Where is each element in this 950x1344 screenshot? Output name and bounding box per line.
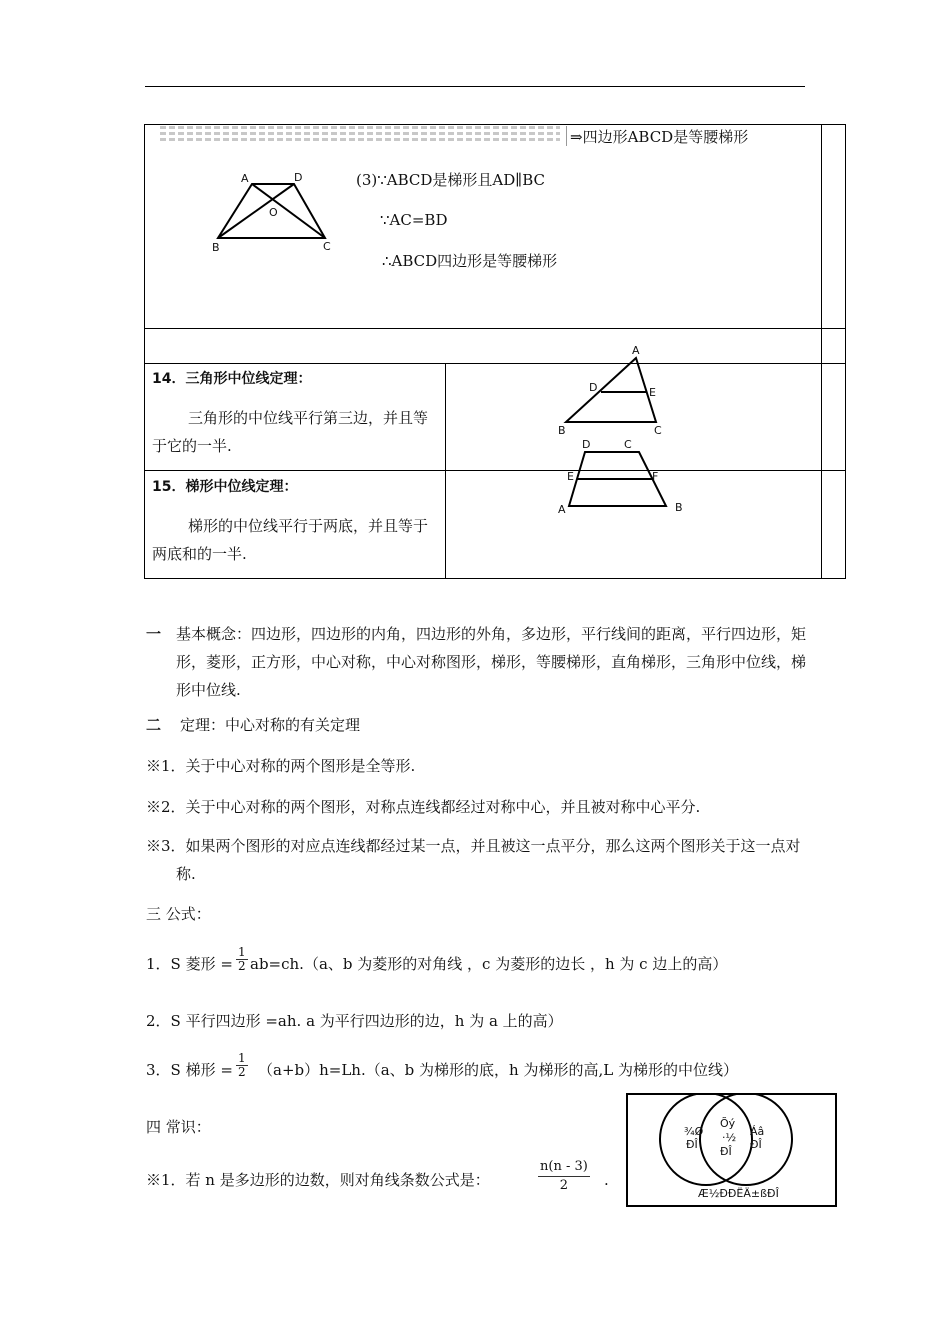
- label-A: A: [558, 503, 566, 516]
- fraction-numerator: 1: [238, 945, 246, 959]
- theorem-15-body: 梯形的中位线平行于两底，并且等于两底和的一半.: [152, 517, 429, 563]
- label-O: O: [269, 206, 278, 219]
- label-A: A: [632, 344, 640, 357]
- section-2-text: ：中心对称的有关定理: [210, 716, 361, 734]
- proof-conclusion: ⇒四边形ABCD是等腰梯形: [570, 128, 749, 146]
- theorem-14-title: 14．三角形中位线定理：: [152, 371, 312, 387]
- proof-step3-line3: ∴ABCD四边形是等腰梯形: [382, 252, 558, 270]
- theorem-15-title: 15．梯形中位线定理：: [152, 479, 298, 495]
- formula-3-prefix: 3．S 梯形 =: [146, 1061, 233, 1079]
- trapezoid-diagonals-figure: [205, 168, 345, 258]
- section-2-marker: 二: [146, 716, 162, 734]
- formula-1-prefix: 1．S 菱形 =: [146, 955, 233, 973]
- label-B: B: [675, 501, 683, 514]
- section-2-label: 定理: [180, 716, 211, 734]
- section-4-title: 四 常识：: [146, 1118, 211, 1136]
- section-1-paragraph: [176, 620, 812, 704]
- label-F: F: [652, 470, 659, 483]
- venn-left-line1: ¾Ø: [684, 1125, 704, 1138]
- label-B: B: [558, 424, 566, 437]
- venn-left-line2: ÐÎ: [686, 1138, 698, 1151]
- venn-mid-line2: ·½: [722, 1131, 737, 1144]
- quadrilateral-venn-diagram: [626, 1093, 838, 1209]
- fraction-denominator: 2: [238, 959, 246, 973]
- formula-3-suffix: （a+b）h=Lh.（a、b 为梯形的底，h 为梯形的高,L 为梯形的中位线）: [258, 1061, 738, 1079]
- fraction-numerator: n(n - 3): [538, 1158, 590, 1177]
- theorem-item-3: ※3．如果两个图形的对应点连线都经过某一点，并且被这一点平分，那么这两个图形关于这一点对称.: [146, 837, 801, 883]
- label-E: E: [567, 470, 574, 483]
- label-D: D: [582, 438, 591, 451]
- label-C: C: [624, 438, 632, 451]
- fraction-denominator: 2: [238, 1065, 246, 1079]
- theorem-14-body: 三角形的中位线平行第三边，并且等于它的一半.: [152, 409, 429, 455]
- venn-mid-line1: Õý: [720, 1117, 736, 1130]
- formula-2: 2．S 平行四边形 =ah. a 为平行四边形的边，h 为 a 上的高）: [146, 1012, 563, 1030]
- label-E: E: [649, 386, 656, 399]
- proof-step3-line2: ∵AC=BD: [380, 211, 448, 229]
- label-C: C: [654, 424, 662, 437]
- section-1-marker: 一: [146, 625, 162, 643]
- formula-1-suffix: ab=ch.（a、b 为菱形的对角线 ，c 为菱形的边长 ，h 为 c 边上的高）: [250, 955, 728, 973]
- theorem-item-1: ※1．关于中心对称的两个图形是全等形.: [146, 757, 416, 775]
- venn-right-line1: Áâ: [750, 1125, 765, 1138]
- fraction-denominator: 2: [559, 1178, 569, 1193]
- theorem-item-2: ※2．关于中心对称的两个图形，对称点连线都经过对称中心，并且被对称中心平分.: [146, 798, 701, 816]
- venn-right-line2: ÐÎ: [750, 1138, 762, 1151]
- fraction-numerator: 1: [238, 1051, 246, 1065]
- section-1-text: ：四边形，四边形的内角，四边形的外角，多边形，平行线间的距离，平行四边形，矩形，菱形，正方形，中心对称，中心对称图形，梯形，等腰梯形，直角梯形，三角形中位线，梯形中位线.: [176, 625, 807, 699]
- label-A: A: [241, 172, 249, 185]
- knowledge-1-fraction: [538, 1158, 590, 1195]
- label-B: B: [212, 241, 220, 254]
- proof-step3-line1: (3)∵ABCD是梯形且AD∥BC: [356, 171, 545, 189]
- section-3-title: 三 公式：: [146, 905, 211, 923]
- label-D: D: [294, 171, 303, 184]
- triangle-midline-figure: [552, 340, 682, 440]
- label-D: D: [589, 381, 598, 394]
- trapezoid-midline-figure: [552, 434, 692, 524]
- section-1-label: 基本概念: [176, 625, 237, 643]
- knowledge-1-prefix: ※1．若 n 是多边形的边数，则对角线条数公式是：: [146, 1171, 490, 1189]
- section-2-heading: [180, 715, 360, 735]
- header-rule: [145, 86, 805, 87]
- knowledge-1-suffix: .: [604, 1171, 609, 1189]
- venn-bottom-label: Æ½ÐÐËÄ±ßÐÎ: [698, 1187, 779, 1200]
- formula-3-fraction: [236, 1052, 248, 1079]
- garbled-text: [160, 124, 560, 148]
- venn-mid-line3: ÐÎ: [720, 1145, 732, 1158]
- label-C: C: [323, 240, 331, 253]
- formula-1-fraction: [236, 946, 248, 973]
